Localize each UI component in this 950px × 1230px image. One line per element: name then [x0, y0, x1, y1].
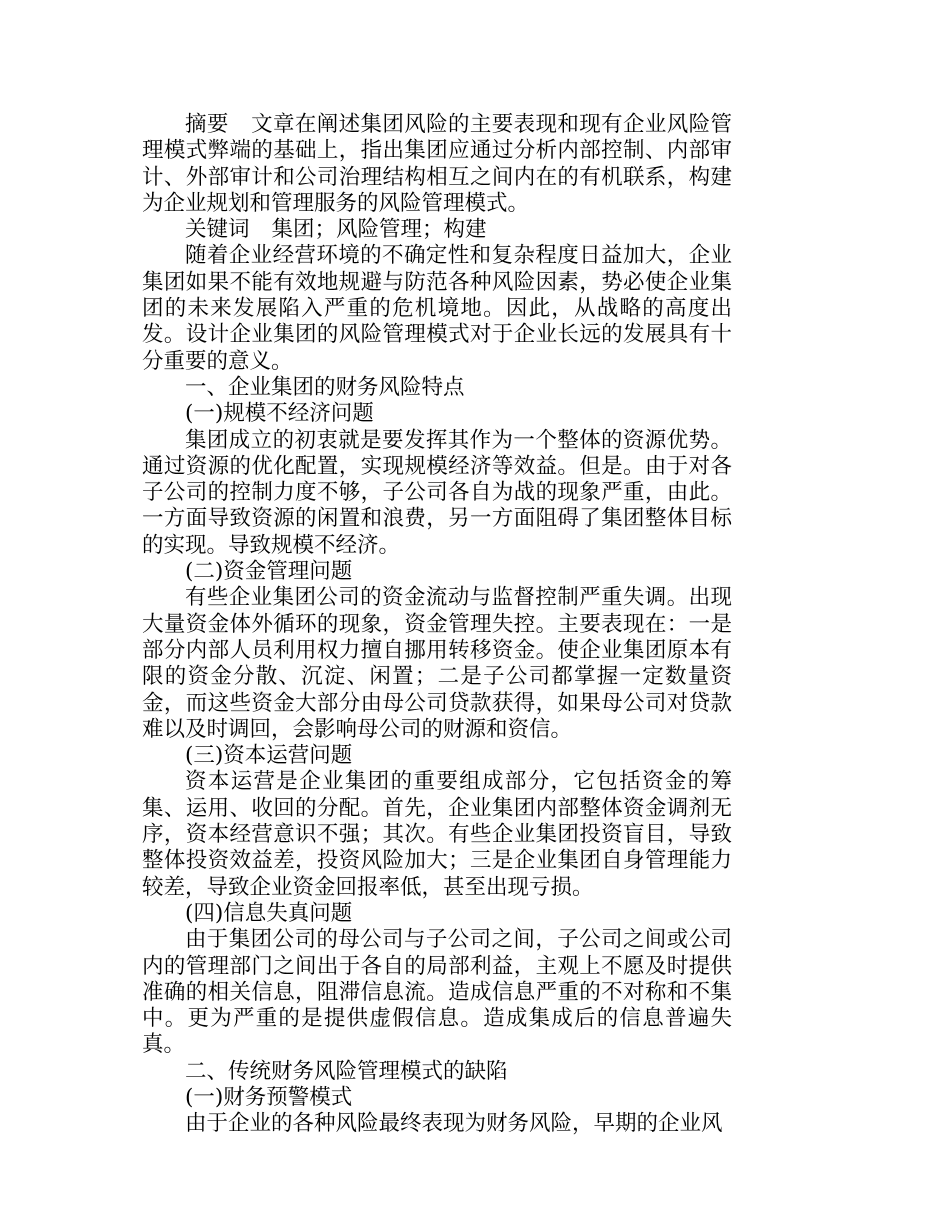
abstract-text: 文章在阐述集团风险的主要表现和现有企业风险管理模式弊端的基础上，指出集团应通过分析内部控制、内部审计、外部审计和公司治理结构相互之间内在的有机联系，构建为企业规划和管理服务的风险管理模式。	[142, 112, 732, 216]
abstract-label: 摘要	[185, 112, 229, 137]
section-1-sub-2-title: (二)资金管理问题	[185, 559, 353, 585]
section-1-sub-1-title: (一)规模不经济问题	[185, 401, 374, 427]
article-body	[142, 112, 732, 1138]
section-2-sub-1-title: (一)财务预警模式	[185, 1084, 353, 1110]
keywords-line	[142, 217, 732, 243]
keywords-text: 集团；风险管理；构建	[271, 217, 487, 243]
intro-paragraph: 随着企业经营环境的不确定性和复杂程度日益加大，企业集团如果不能有效地规避与防范各种风险因素，势必使企业集团的未来发展陷入严重的危机境地。因此，从战略的高度出发。设计企业集团的风险管理模式对于企业长远的发展具有十分重要的意义。	[142, 243, 732, 374]
section-1-sub-3-title: (三)资本运营问题	[185, 743, 353, 769]
abstract-paragraph	[142, 112, 732, 217]
section-1-sub-1-text: 集团成立的初衷就是要发挥其作为一个整体的资源优势。通过资源的优化配置，实现规模经济等效益。但是。由于对各子公司的控制力度不够，子公司各自为战的现象严重，由此。一方面导致资源的闲置和浪费，另一方面阻碍了集团整体目标的实现。导致规模不经济。	[142, 427, 732, 558]
section-1-sub-4-text: 由于集团公司的母公司与子公司之间，子公司之间或公司内的管理部门之间出于各自的局部利益，主观上不愿及时提供准确的相关信息，阻滞信息流。造成信息严重的不对称和不集中。更为严重的是提供虚假信息。造成集成后的信息普遍失真。	[142, 927, 732, 1058]
section-2-sub-1-text: 由于企业的各种风险最终表现为财务风险，早期的企业风	[185, 1111, 723, 1137]
section-1-sub-3-text: 资本运营是企业集团的重要组成部分，它包括资金的筹集、运用、收回的分配。首先，企业集团内部整体资金调剂无序，资本经营意识不强；其次。有些企业集团投资盲目，导致整体投资效益差，投资风险加大；三是企业集团自身管理能力较差，导致企业资金回报率低，甚至出现亏损。	[142, 769, 732, 900]
keywords-label: 关键词	[185, 217, 250, 243]
section-1-sub-4-title: (四)信息失真问题	[185, 900, 353, 926]
section-1-sub-2-text: 有些企业集团公司的资金流动与监督控制严重失调。出现大量资金体外循环的现象，资金管理失控。主要表现在：一是部分内部人员利用权力擅自挪用转移资金。使企业集团原本有限的资金分散、沉淀、闲置；二是子公司都掌握一定数量资金，而这些资金大部分由母公司贷款获得，如果母公司对贷款难以及时调回，会影响母公司的财源和资信。	[142, 585, 732, 742]
section-2-title: 二、传统财务风险管理模式的缺陷	[185, 1058, 508, 1084]
section-1-title: 一、企业集团的财务风险特点	[185, 374, 465, 400]
